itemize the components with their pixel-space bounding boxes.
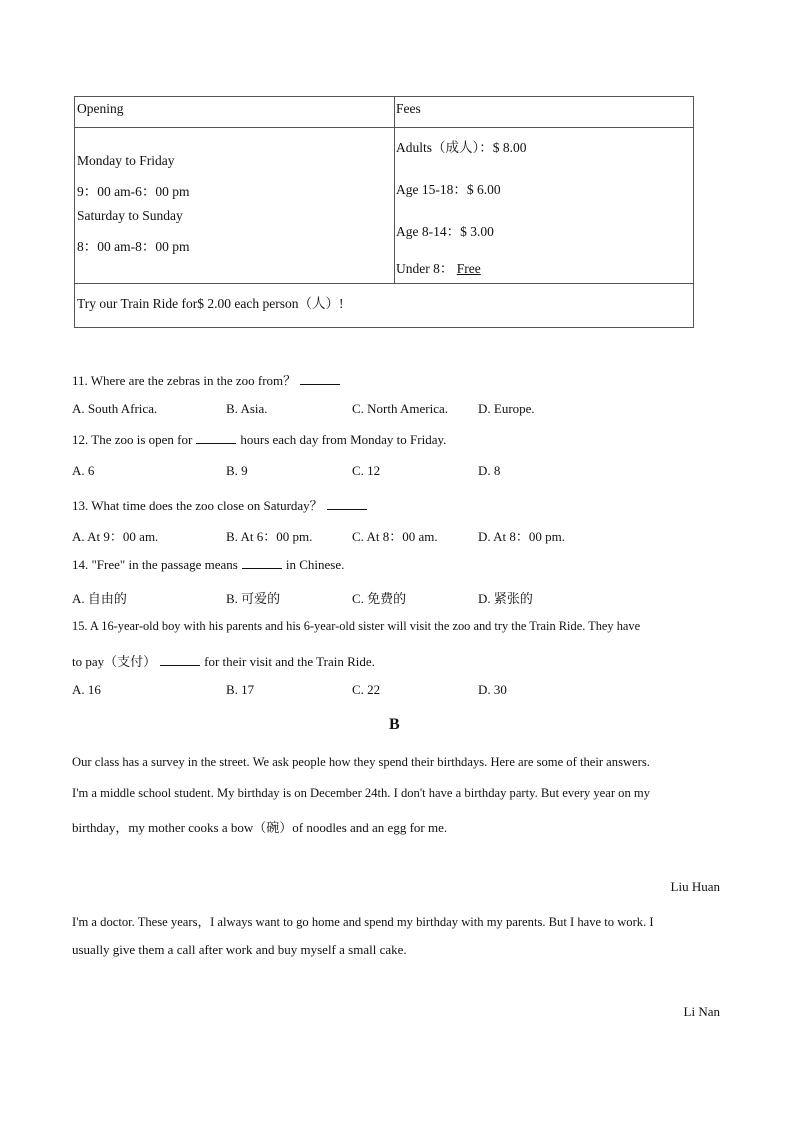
question-12	[72, 432, 446, 448]
fee-under-8	[396, 257, 481, 277]
question-13-text: 13. What time does the zoo close on Saturday？	[72, 498, 323, 513]
question-14-option-a: A. 自由的	[72, 591, 127, 606]
answer-1-line-1: I'm a middle school student. My birthday is on December 24th. I don't have a birthday party. But every year on my	[72, 786, 650, 800]
fee-under-8-value: Free	[456, 261, 481, 276]
opening-weekday-label: Monday to Friday	[77, 153, 175, 168]
section-b-intro: Our class has a survey in the street. We ask people how they spend their birthdays. Here are some of their answers.	[72, 755, 650, 769]
answer-2-line-2: usually give them a call after work and buy myself a small cake.	[72, 942, 407, 957]
question-11-option-d: D. Europe.	[478, 401, 535, 416]
question-15-option-c: C. 22	[352, 682, 381, 697]
table-divider	[75, 127, 693, 128]
fee-adults: Adults（成人）：$ 8.00	[396, 140, 527, 155]
answer-blank	[160, 655, 200, 666]
answer-blank	[196, 433, 236, 444]
question-13-option-d: D. At 8：00 pm.	[478, 529, 566, 544]
opening-weekday-hours: 9：00 am-6：00 pm	[77, 184, 190, 199]
question-11-option-a: A. South Africa.	[72, 401, 158, 416]
question-11-text: 11. Where are the zebras in the zoo from？	[72, 373, 297, 388]
zoo-info-table	[74, 96, 694, 328]
opening-weekend-label: Saturday to Sunday	[77, 208, 183, 223]
question-15-option-b: B. 17	[226, 682, 255, 697]
question-15-option-a: A. 16	[72, 682, 101, 697]
section-b-heading: B	[389, 716, 400, 733]
question-11-option-b: B. Asia.	[226, 401, 268, 416]
question-14-text: 14. "Free" in the passage means	[72, 557, 238, 572]
fee-age-15-18: Age 15-18：$ 6.00	[396, 182, 501, 197]
question-14-option-c: C. 免费的	[352, 591, 407, 606]
question-15-text-end: for their visit and the Train Ride.	[204, 654, 375, 669]
answer-1-line-2: birthday，my mother cooks a bow（碗）of noodles and an egg for me.	[72, 820, 448, 835]
answer-1-name: Liu Huan	[670, 879, 720, 894]
question-14-option-d: D. 紧张的	[478, 591, 533, 606]
question-13-option-a: A. At 9：00 am.	[72, 529, 159, 544]
table-divider	[75, 283, 693, 284]
question-13-option-b: B. At 6：00 pm.	[226, 529, 313, 544]
question-15-line-1: 15. A 16-year-old boy with his parents and his 6-year-old sister will visit the zoo and try the Train Ride. They have	[72, 619, 641, 633]
question-15-text: to pay（支付）	[72, 654, 157, 669]
question-13-option-c: C. At 8：00 am.	[352, 529, 438, 544]
question-12-option-b: B. 9	[226, 463, 248, 478]
fee-under-8-label: Under 8：	[396, 261, 454, 276]
opening-header: Opening	[77, 101, 124, 116]
answer-blank	[300, 374, 340, 385]
question-11	[72, 370, 344, 389]
question-12-text-end: hours each day from Monday to Friday.	[240, 432, 447, 447]
question-14-text-end: in Chinese.	[285, 557, 345, 572]
answer-2-line-1: I'm a doctor. These years，I always want to go home and spend my birthday with my parents. But I have to work. I	[72, 915, 654, 929]
question-12-text: 12. The zoo is open for	[72, 432, 193, 447]
opening-weekend-hours: 8：00 am-8：00 pm	[77, 239, 190, 254]
train-ride-note: Try our Train Ride for$ 2.00 each person（人）!	[77, 296, 344, 311]
question-15-option-d: D. 30	[478, 682, 507, 697]
answer-blank	[242, 558, 282, 569]
question-12-option-a: A. 6	[72, 463, 95, 478]
fee-age-8-14: Age 8-14：$ 3.00	[396, 224, 494, 239]
answer-2-name: Li Nan	[683, 1004, 720, 1019]
question-12-option-c: C. 12	[352, 463, 381, 478]
question-13	[72, 495, 371, 514]
answer-blank	[327, 499, 367, 510]
question-12-option-d: D. 8	[478, 463, 501, 478]
question-14	[72, 557, 344, 573]
question-14-option-b: B. 可爱的	[226, 591, 281, 606]
fees-header: Fees	[396, 101, 421, 116]
question-11-option-c: C. North America.	[352, 401, 449, 416]
question-15-line-2	[72, 651, 375, 670]
table-column-divider	[394, 97, 395, 283]
